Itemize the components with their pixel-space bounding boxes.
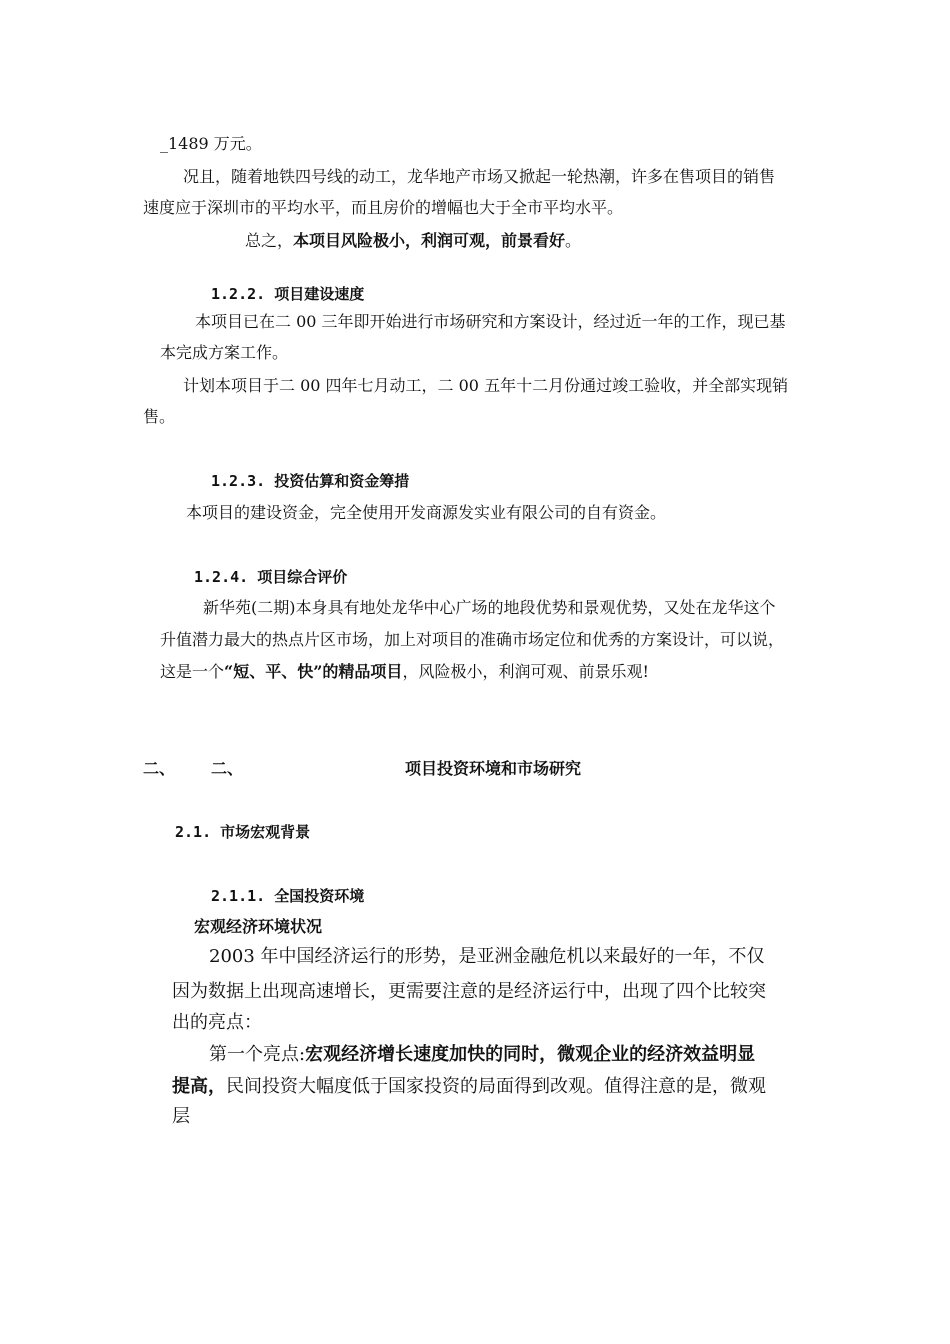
text-span: ，风险极小，利润可观、前景乐观! (402, 662, 649, 681)
text-line: 出的亮点： (172, 1012, 262, 1033)
text-line: 本项目已在二 00 三年即开始进行市场研究和方案设计，经过近一年的工作，现已基 (195, 312, 786, 331)
section-heading-1-2-3: 1.2.3. 投资估算和资金筹措 (211, 472, 410, 490)
bold-text-span: 提高， (172, 1076, 226, 1097)
bold-text-span: “短、平、快”的精品项目 (224, 662, 403, 681)
text-line: _1489 万元。 (160, 134, 262, 153)
bold-text-span: 宏观经济增长速度加快的同时，微观企业的经济效益明显 (305, 1044, 756, 1065)
text-line: 本完成方案工作。 (160, 343, 289, 362)
text-line (172, 1075, 766, 1099)
bold-text-span: 本项目风险极小，利润可观，前景看好 (293, 231, 566, 250)
text-line: 2003 年中国经济运行的形势，是亚洲金融危机以来最好的一年，不仅 (209, 946, 765, 967)
section-heading-1-2-4: 1.2.4. 项目综合评价 (194, 568, 348, 586)
subsection-title: 宏观经济环境状况 (194, 917, 323, 936)
text-line: 况且，随着地铁四号线的动工，龙华地产市场又掀起一轮热潮，许多在售项目的销售 (183, 167, 776, 186)
section-heading-2-1-1: 2.1.1. 全国投资环境 (211, 887, 365, 905)
section-heading-2-1: 2.1. 市场宏观背景 (175, 823, 311, 841)
text-line-highlight (209, 1043, 755, 1067)
text-span: 民间投资大幅度低于国家投资的局面得到改观。值得注意的是，微观 (226, 1076, 766, 1097)
text-line: 因为数据上出现高速增长，更需要注意的是经济运行中，出现了四个比较突 (172, 981, 766, 1002)
text-line: 售。 (143, 407, 176, 426)
text-line: 本项目的建设资金，完全使用开发商源发实业有限公司的自有资金。 (186, 503, 667, 522)
chapter-number: 二、 (143, 759, 176, 778)
text-span: 这是一个 (160, 662, 225, 681)
text-line: 计划本项目于二 00 四年七月动工，二 00 五年十二月份通过竣工验收，并全部实现销 (183, 376, 789, 395)
text-line: 新华苑(二期)本身具有地处龙华中心广场的地段优势和景观优势，又处在龙华这个 (203, 598, 776, 617)
text-line: 升值潜力最大的热点片区市场，加上对项目的准确市场定位和优秀的方案设计，可以说， (160, 630, 785, 649)
chapter-title: 项目投资环境和市场研究 (405, 759, 582, 778)
text-line-conclusion (245, 231, 581, 251)
text-span: 。 (565, 231, 582, 250)
text-span: 第一个亮点: (209, 1044, 306, 1065)
section-heading-1-2-2: 1.2.2. 项目建设速度 (211, 285, 365, 303)
text-line: 速度应于深圳市的平均水平，而且房价的增幅也大于全市平均水平。 (143, 198, 624, 217)
text-line-summary (160, 662, 649, 682)
chapter-number: 二、 (211, 759, 244, 778)
text-line: 层 (172, 1106, 190, 1127)
text-span: 总之， (245, 231, 294, 250)
